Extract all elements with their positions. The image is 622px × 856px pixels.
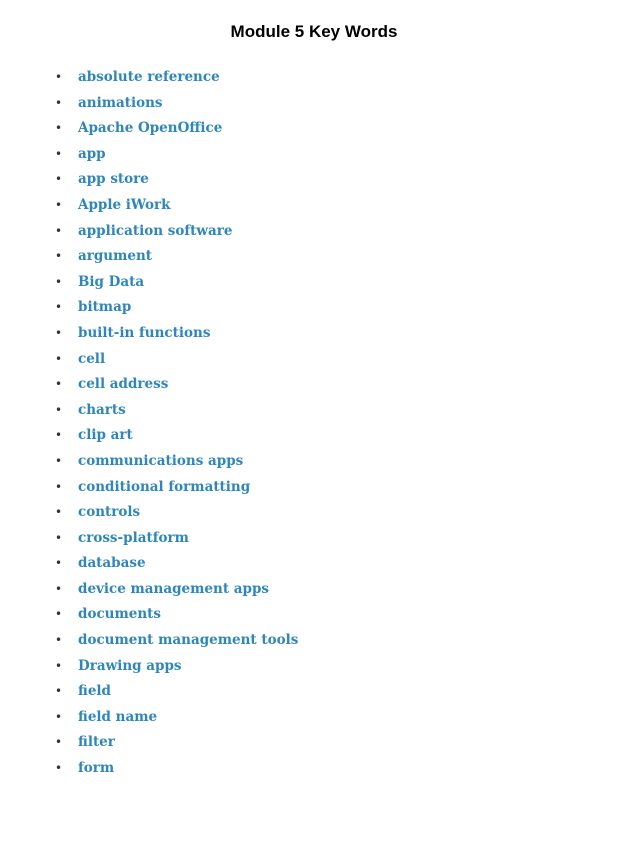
list-item bbox=[0, 655, 298, 681]
list-item bbox=[0, 92, 298, 118]
list-item bbox=[0, 578, 298, 604]
key-word-text: form bbox=[78, 760, 115, 777]
list-item bbox=[0, 527, 298, 553]
list-item bbox=[0, 450, 298, 476]
bullet-icon: • bbox=[55, 197, 63, 212]
bullet-icon: • bbox=[55, 530, 63, 545]
list-item bbox=[0, 143, 298, 169]
list-item bbox=[0, 706, 298, 732]
key-word-text: app store bbox=[78, 171, 149, 188]
key-word-text: cell address bbox=[78, 376, 169, 393]
bullet-icon: • bbox=[55, 223, 63, 238]
bullet-icon: • bbox=[55, 351, 63, 366]
list-item bbox=[0, 424, 298, 450]
list-item bbox=[0, 271, 298, 297]
list-item bbox=[0, 66, 298, 92]
key-word-text: communications apps bbox=[78, 452, 244, 469]
bullet-icon: • bbox=[55, 325, 63, 340]
key-word-text: argument bbox=[78, 248, 153, 265]
list-item bbox=[0, 348, 298, 374]
list-item bbox=[0, 373, 298, 399]
key-word-text: Big Data bbox=[78, 273, 145, 290]
key-word-text: conditional formatting bbox=[78, 478, 251, 495]
bullet-icon: • bbox=[55, 121, 63, 136]
bullet-icon: • bbox=[55, 658, 63, 673]
list-item bbox=[0, 757, 298, 783]
key-word-text: bitmap bbox=[78, 299, 132, 316]
key-word-text: built-in functions bbox=[78, 324, 211, 341]
list-item bbox=[0, 117, 298, 143]
list-item bbox=[0, 322, 298, 348]
list-item bbox=[0, 220, 298, 246]
key-word-text: Apple iWork bbox=[78, 196, 171, 213]
list-item bbox=[0, 501, 298, 527]
bullet-icon: • bbox=[55, 581, 63, 596]
list-item bbox=[0, 731, 298, 757]
bullet-icon: • bbox=[55, 70, 63, 84]
key-word-text: field name bbox=[78, 708, 158, 725]
bullet-icon: • bbox=[55, 607, 63, 622]
bullet-icon: • bbox=[55, 428, 63, 443]
bullet-icon: • bbox=[55, 402, 63, 417]
bullet-icon: • bbox=[55, 761, 63, 776]
key-word-text: Drawing apps bbox=[78, 657, 182, 674]
key-word-text: document management tools bbox=[78, 632, 299, 649]
key-word-text: documents bbox=[78, 606, 162, 623]
key-word-text: animations bbox=[78, 94, 163, 111]
list-item bbox=[0, 603, 298, 629]
key-word-text: database bbox=[78, 555, 146, 572]
list-item bbox=[0, 245, 298, 271]
key-word-text: field bbox=[78, 683, 111, 700]
page-title: Module 5 Key Words bbox=[230, 22, 398, 41]
list-item bbox=[0, 552, 298, 578]
key-word-text: clip art bbox=[78, 427, 133, 444]
bullet-icon: • bbox=[55, 377, 63, 392]
list-item bbox=[0, 476, 298, 502]
key-word-text: cross-platform bbox=[78, 529, 189, 546]
bullet-icon: • bbox=[55, 146, 63, 161]
bullet-icon: • bbox=[55, 556, 63, 571]
key-word-text: application software bbox=[78, 222, 233, 239]
bullet-icon: • bbox=[55, 735, 63, 750]
bullet-icon: • bbox=[55, 684, 63, 699]
bullet-icon: • bbox=[55, 300, 63, 315]
key-word-text: filter bbox=[78, 734, 115, 751]
key-word-text: Apache OpenOffice bbox=[78, 120, 223, 137]
bullet-icon: • bbox=[55, 479, 63, 494]
bullet-icon: • bbox=[55, 249, 63, 264]
key-words-list bbox=[0, 66, 298, 783]
bullet-icon: • bbox=[55, 95, 63, 110]
list-item bbox=[0, 629, 298, 655]
bullet-icon: • bbox=[55, 172, 63, 187]
list-item bbox=[0, 680, 298, 706]
bullet-icon: • bbox=[55, 709, 63, 724]
bullet-icon: • bbox=[55, 505, 63, 520]
bullet-icon: • bbox=[55, 274, 63, 289]
bullet-icon: • bbox=[55, 633, 63, 648]
key-word-text: controls bbox=[78, 504, 141, 521]
key-word-text: app bbox=[78, 145, 106, 162]
key-word-text: absolute reference bbox=[78, 69, 220, 85]
list-item bbox=[0, 296, 298, 322]
list-item bbox=[0, 399, 298, 425]
key-word-text: cell bbox=[78, 350, 106, 367]
key-word-text: charts bbox=[78, 401, 126, 418]
list-item bbox=[0, 168, 298, 194]
list-item bbox=[0, 194, 298, 220]
bullet-icon: • bbox=[55, 453, 63, 468]
key-word-text: device management apps bbox=[78, 580, 269, 597]
